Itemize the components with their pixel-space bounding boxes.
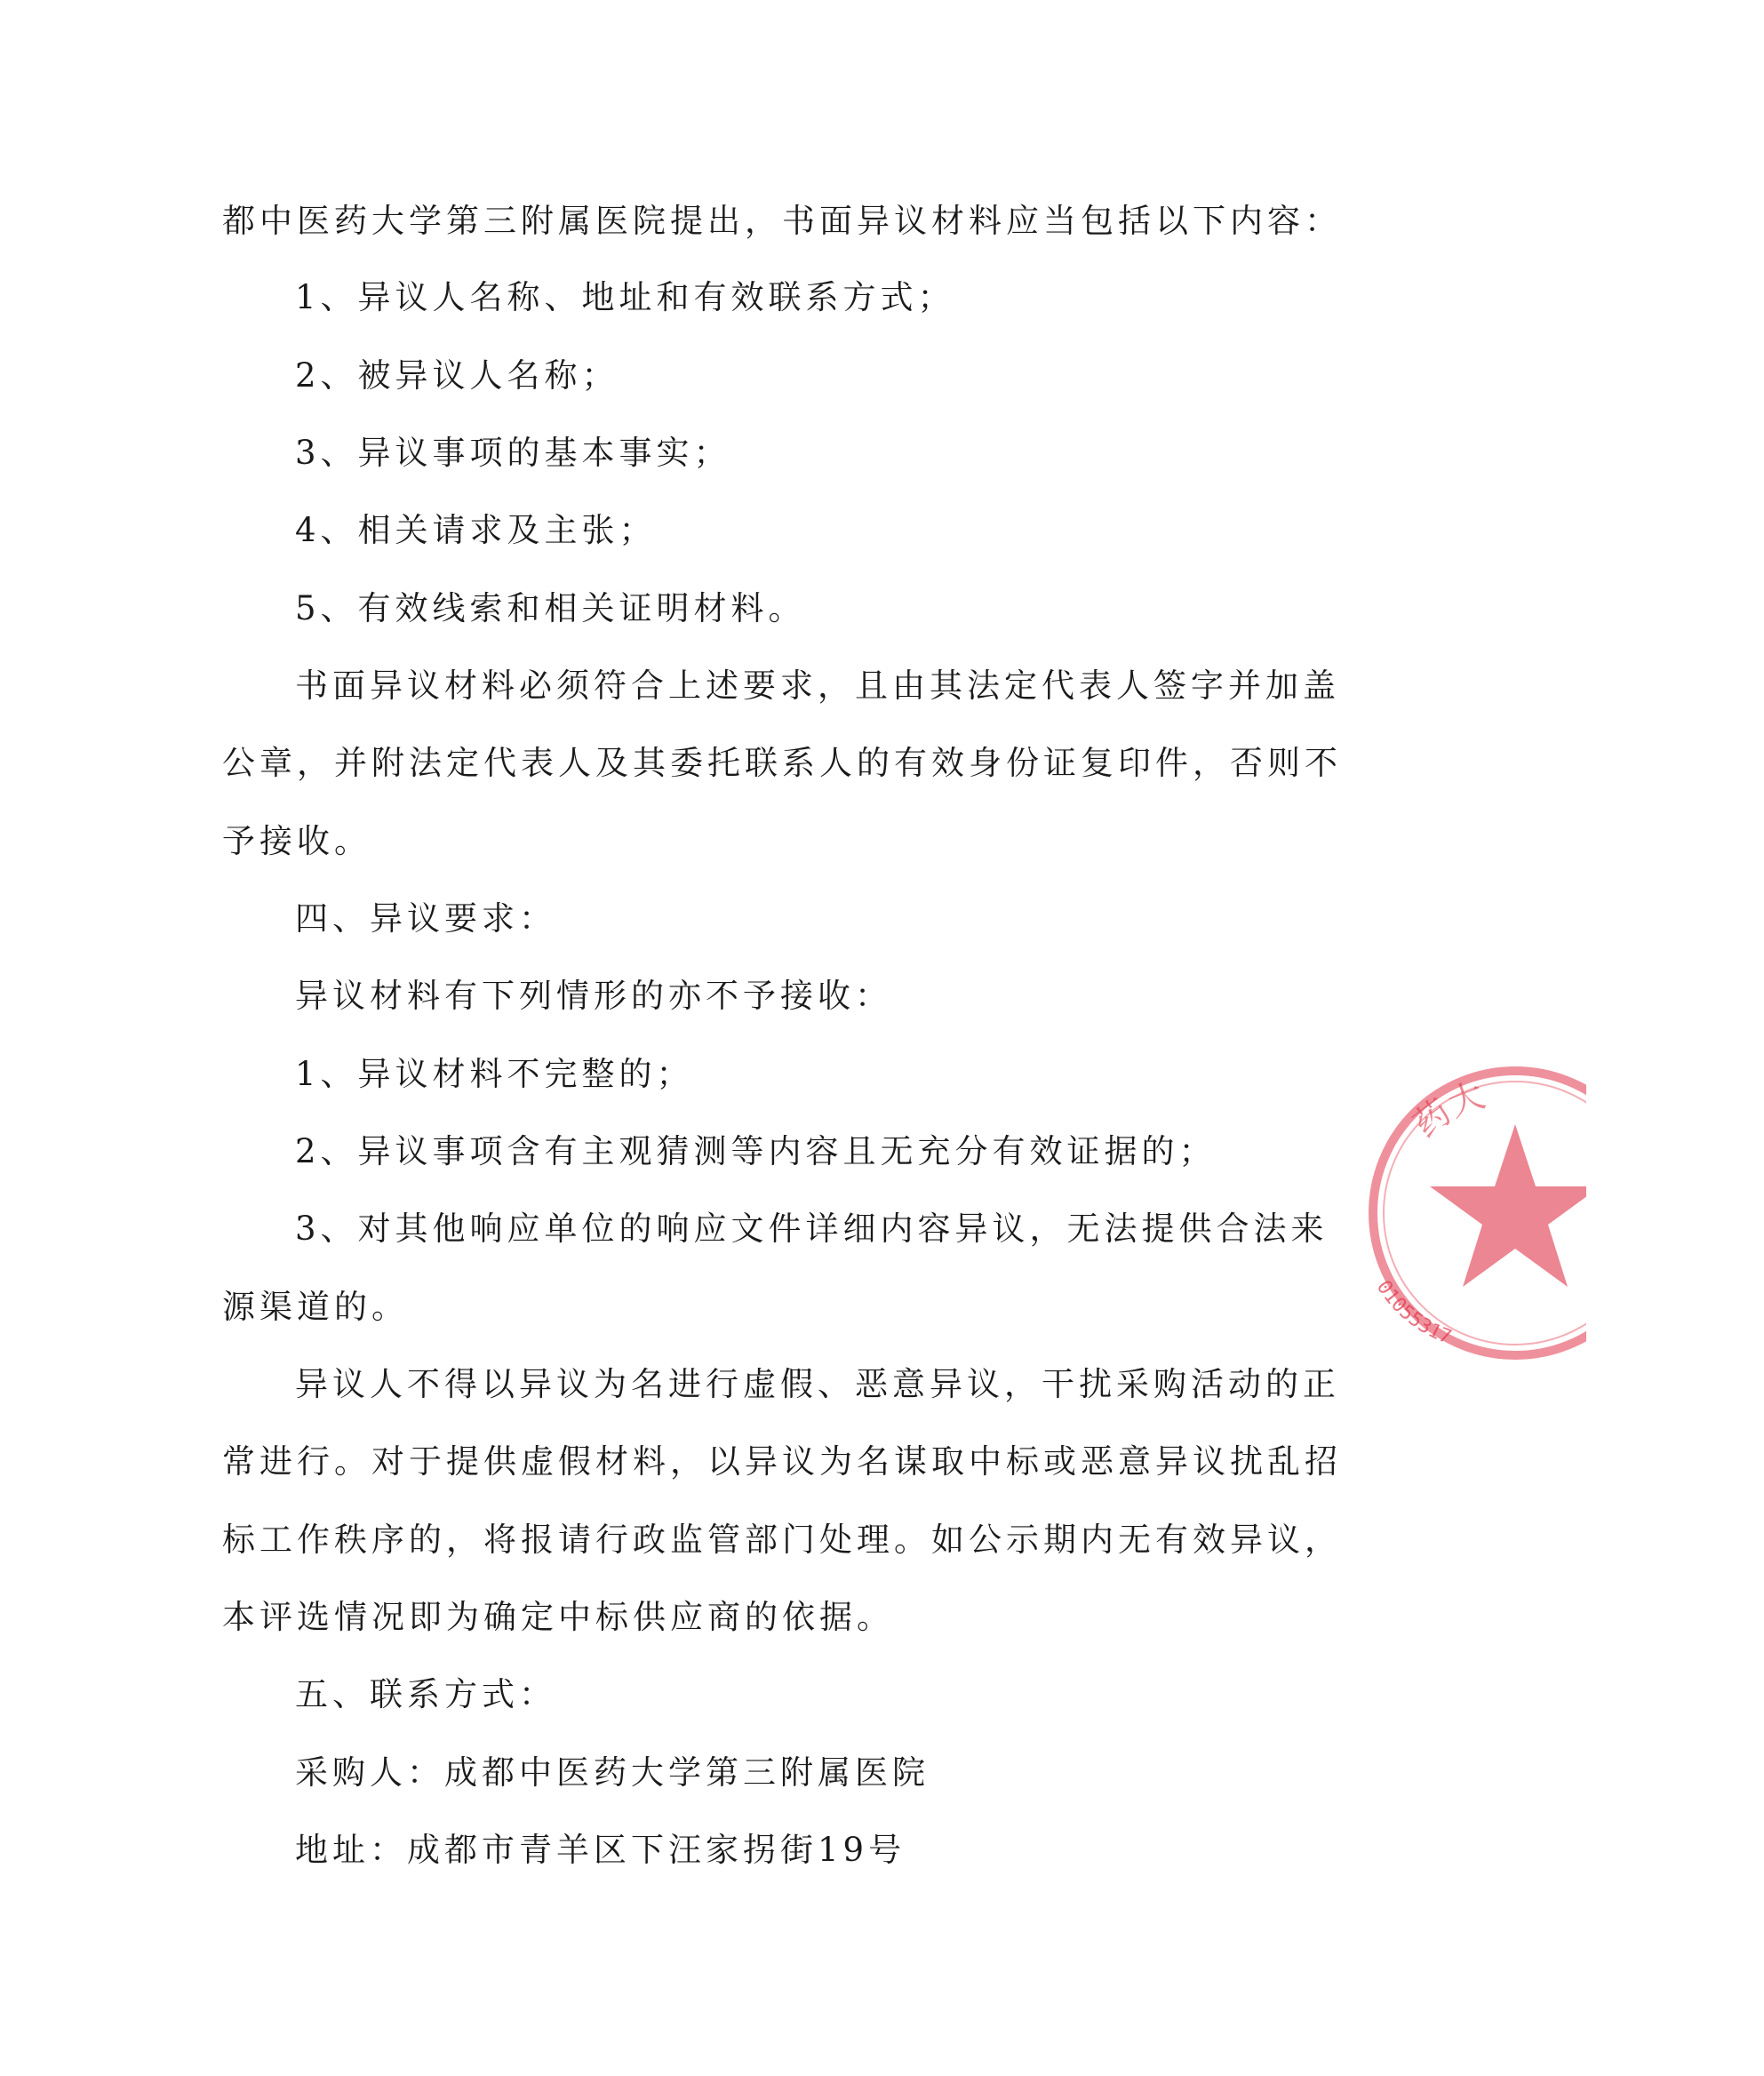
list-item: 3、异议事项的基本事实； (295, 434, 731, 472)
paragraph-line: 标工作秩序的，将报请行政监管部门处理。如公示期内无有效异议， (222, 1521, 1342, 1559)
list-item: 4、相关请求及主张； (295, 511, 657, 549)
paragraph-line: 本评选情况即为确定中标供应商的依据。 (222, 1598, 894, 1636)
list-item: 1、异议人名称、地址和有效联系方式； (295, 278, 955, 316)
svg-text:01055317 (1372, 1277, 1455, 1349)
paragraph-line: 异议材料有下列情形的亦不予接收： (295, 977, 892, 1015)
seal-text: 药大 (1406, 1074, 1491, 1146)
list-item: 3、对其他响应单位的响应文件详细内容异议，无法提供合法来 (295, 1210, 1329, 1248)
paragraph-line: 书面异议材料必须符合上述要求，且由其法定代表人签字并加盖 (295, 667, 1340, 705)
paragraph-line: 予接收。 (222, 822, 371, 860)
contact-address: 地址：成都市青羊区下汪家拐街19号 (295, 1831, 906, 1869)
list-item: 2、异议事项含有主观猜测等内容且无充分有效证据的； (295, 1132, 1217, 1170)
red-star-seal-icon (1355, 1053, 1586, 1373)
seal-number: 01055317 (1371, 1276, 1455, 1349)
paragraph-line: 常进行。对于提供虚假材料，以异议为名谋取中标或恶意异议扰乱招 (222, 1442, 1342, 1481)
section-heading: 五、联系方式： (295, 1675, 556, 1713)
section-heading: 四、异议要求： (295, 899, 556, 938)
paragraph-line: 都中医药大学第三附属医院提出，书面异议材料应当包括以下内容： (222, 202, 1342, 240)
paragraph-line: 源渠道的。 (222, 1288, 409, 1326)
list-item: 5、有效线索和相关证明材料。 (295, 589, 806, 627)
paragraph-line: 异议人不得以异议为名进行虚假、恶意异议，干扰采购活动的正 (295, 1365, 1340, 1403)
paragraph-line: 公章，并附法定代表人及其委托联系人的有效身份证复印件，否则不 (222, 744, 1342, 782)
contact-purchaser: 采购人：成都中医药大学第三附属医院 (295, 1753, 930, 1792)
svg-text:药大 (1406, 1074, 1490, 1146)
list-item: 1、异议材料不完整的； (295, 1055, 694, 1093)
list-item: 2、被异议人名称； (295, 356, 619, 395)
